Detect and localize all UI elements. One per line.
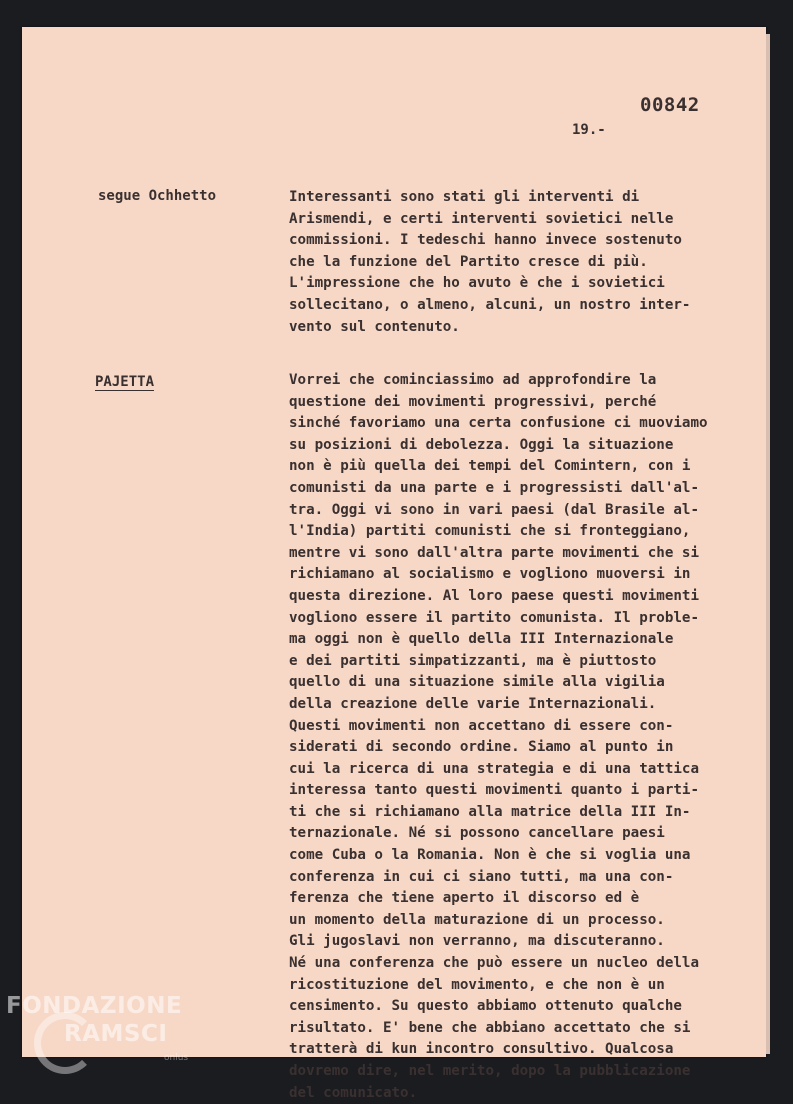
text-line: della creazione delle varie Internazionali. xyxy=(289,695,657,712)
text-line: questa direzione. Al loro paese questi movimenti xyxy=(289,587,699,604)
text-line: sinché favoriamo una certa confusione ci muoviamo xyxy=(289,415,708,432)
text-line: l'India) partiti comunisti che si fronteggiano, xyxy=(289,523,691,540)
text-line: siderati di secondo ordine. Siamo al punto in xyxy=(289,739,674,756)
text-line: come Cuba o la Romania. Non è che si voglia una xyxy=(289,847,691,864)
text-line: comunisti da una parte e i progressisti dall'al- xyxy=(289,479,699,496)
text-line: commissioni. I tedeschi hanno invece sostenuto xyxy=(289,232,682,249)
speech-paragraph-pajetta xyxy=(289,370,708,1104)
page-number: 19.- xyxy=(572,122,606,138)
text-line: cui la ricerca di una strategia e di una tattica xyxy=(289,760,699,777)
text-line: sollecitano, o almeno, alcuni, un nostro inter- xyxy=(289,296,691,313)
text-line: non è più quella dei tempi del Comintern, con i xyxy=(289,458,691,475)
watermark-logo xyxy=(6,992,182,1048)
text-line: un momento della maturazione di un processo. xyxy=(289,911,665,928)
text-line: ricostituzione del movimento, e che non è un xyxy=(289,976,665,993)
text-line: ti che si richiamano alla matrice della III In- xyxy=(289,803,691,820)
text-line: Vorrei che cominciassimo ad approfondire la xyxy=(289,372,657,388)
text-line: e dei partiti simpatizzanti, ma è piuttosto xyxy=(289,652,657,669)
text-line: quello di una situazione simile alla vigilia xyxy=(289,674,665,691)
text-line: vento sul contenuto. xyxy=(289,318,460,335)
watermark-line2: RAMSCI xyxy=(64,1021,168,1047)
text-line: del comunicato. xyxy=(289,1084,418,1101)
page-edge xyxy=(766,34,770,1054)
text-line: censimento. Su questo abbiamo ottenuto qualche xyxy=(289,998,682,1015)
text-line: ma oggi non è quello della III Internazionale xyxy=(289,631,674,648)
text-line: tra. Oggi vi sono in vari paesi (dal Brasile al- xyxy=(289,501,699,518)
text-line: mentre vi sono dall'altra parte movimenti che si xyxy=(289,544,699,561)
text-line: ternazionale. Né si possono cancellare paesi xyxy=(289,825,665,842)
watermark-onlus: onlus xyxy=(164,1053,189,1063)
speaker-label-pajetta: PAJETTA xyxy=(95,374,155,390)
watermark-line1: FONDAZIONE xyxy=(6,993,183,1019)
text-line: Gli jugoslavi non verranno, ma discuteranno. xyxy=(289,933,665,950)
text-line: su posizioni di debolezza. Oggi la situazione xyxy=(289,436,674,453)
text-line: Questi movimenti non accettano di essere con- xyxy=(289,717,674,734)
text-line: interessa tanto questi movimenti quanto i parti- xyxy=(289,782,699,799)
text-line: Interessanti sono stati gli interventi di xyxy=(289,189,640,205)
text-line: L'impressione che ho avuto è che i sovietici xyxy=(289,275,665,292)
text-line: tratterà di kun incontro consultivo. Qualcosa xyxy=(289,1041,674,1058)
text-line: dovremo dire, nel merito, dopo la pubblicazione xyxy=(289,1063,691,1079)
text-line: conferenza in cui ci siano tutti, ma una con- xyxy=(289,868,674,885)
document-number: 00842 xyxy=(640,94,700,116)
speaker-label-occhetto: segue Ochhetto xyxy=(98,188,217,204)
text-line: che la funzione del Partito cresce di più. xyxy=(289,253,648,270)
text-line: risultato. E' bene che abbiano accettato che si xyxy=(289,1019,691,1036)
text-line: vogliono essere il partito comunista. Il proble- xyxy=(289,609,699,626)
text-line: richiamano al socialismo e vogliono muoversi in xyxy=(289,566,691,583)
text-line: ferenza che tiene aperto il discorso ed è xyxy=(289,890,640,907)
speech-paragraph-occhetto xyxy=(289,187,690,338)
text-line: Né una conferenza che può essere un nucleo della xyxy=(289,955,699,972)
text-line: Arismendi, e certi interventi sovietici nelle xyxy=(289,210,674,227)
text-line: questione dei movimenti progressivi, perché xyxy=(289,393,657,410)
